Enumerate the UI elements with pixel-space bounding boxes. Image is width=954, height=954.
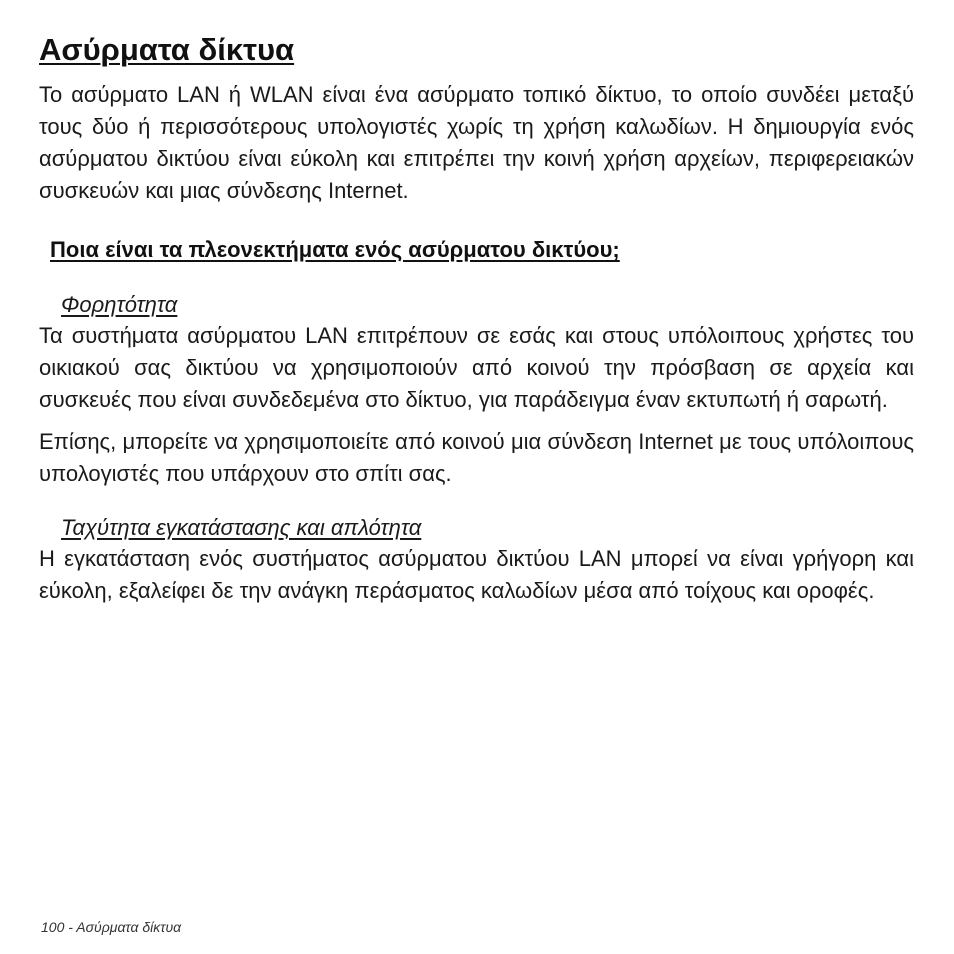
portability-paragraph-2: Επίσης, μπορείτε να χρησιμοποιείτε από κοινού μια σύνδεση Internet με τους υπόλοιπους υπολογιστές που υπάρχουν στο σπίτι σας. (39, 429, 914, 486)
page-footer: 100 - Ασύρματα δίκτυα (41, 919, 182, 935)
subheading-portability: Φορητότητα (61, 292, 178, 317)
section-heading-advantages: Ποια είναι τα πλεονεκτήματα ενός ασύρματου δικτύου; (50, 237, 620, 262)
portability-paragraph-1: Τα συστήματα ασύρματου LAN επιτρέπουν σε εσάς και στους υπόλοιπους χρήστες του οικιακού σας δικτύου να χρησιμοποιούν από κοινού την πρόσβαση σε αρχεία και συσκευές που είναι συνδεδεμένα στο δίκτυο, για παράδειγμα έναν εκτυπωτή ή σαρωτή. (39, 323, 914, 412)
intro-paragraph: Το ασύρματο LAN ή WLAN είναι ένα ασύρματο τοπικό δίκτυο, το οποίο συνδέει μεταξύ τους δύο ή περισσότερους υπολογιστές χωρίς τη χρήση καλωδίων. Η δημιουργία ενός ασύρματου δικτύου είναι εύκολη και επιτρέπει την κοινή χρήση αρχείων, περιφερειακών συσκευών και μιας σύνδεσης Internet. (39, 82, 914, 203)
page-title: Ασύρματα δίκτυα (39, 32, 295, 67)
setup-speed-paragraph: Η εγκατάσταση ενός συστήματος ασύρματου δικτύου LAN μπορεί να είναι γρήγορη και εύκολη, εξαλείφει δε την ανάγκη περάσματος καλωδίων μέσα από τοίχους και οροφές. (39, 546, 914, 603)
document-page (39, 30, 914, 607)
subheading-setup-speed: Ταχύτητα εγκατάστασης και απλότητα (61, 515, 422, 540)
